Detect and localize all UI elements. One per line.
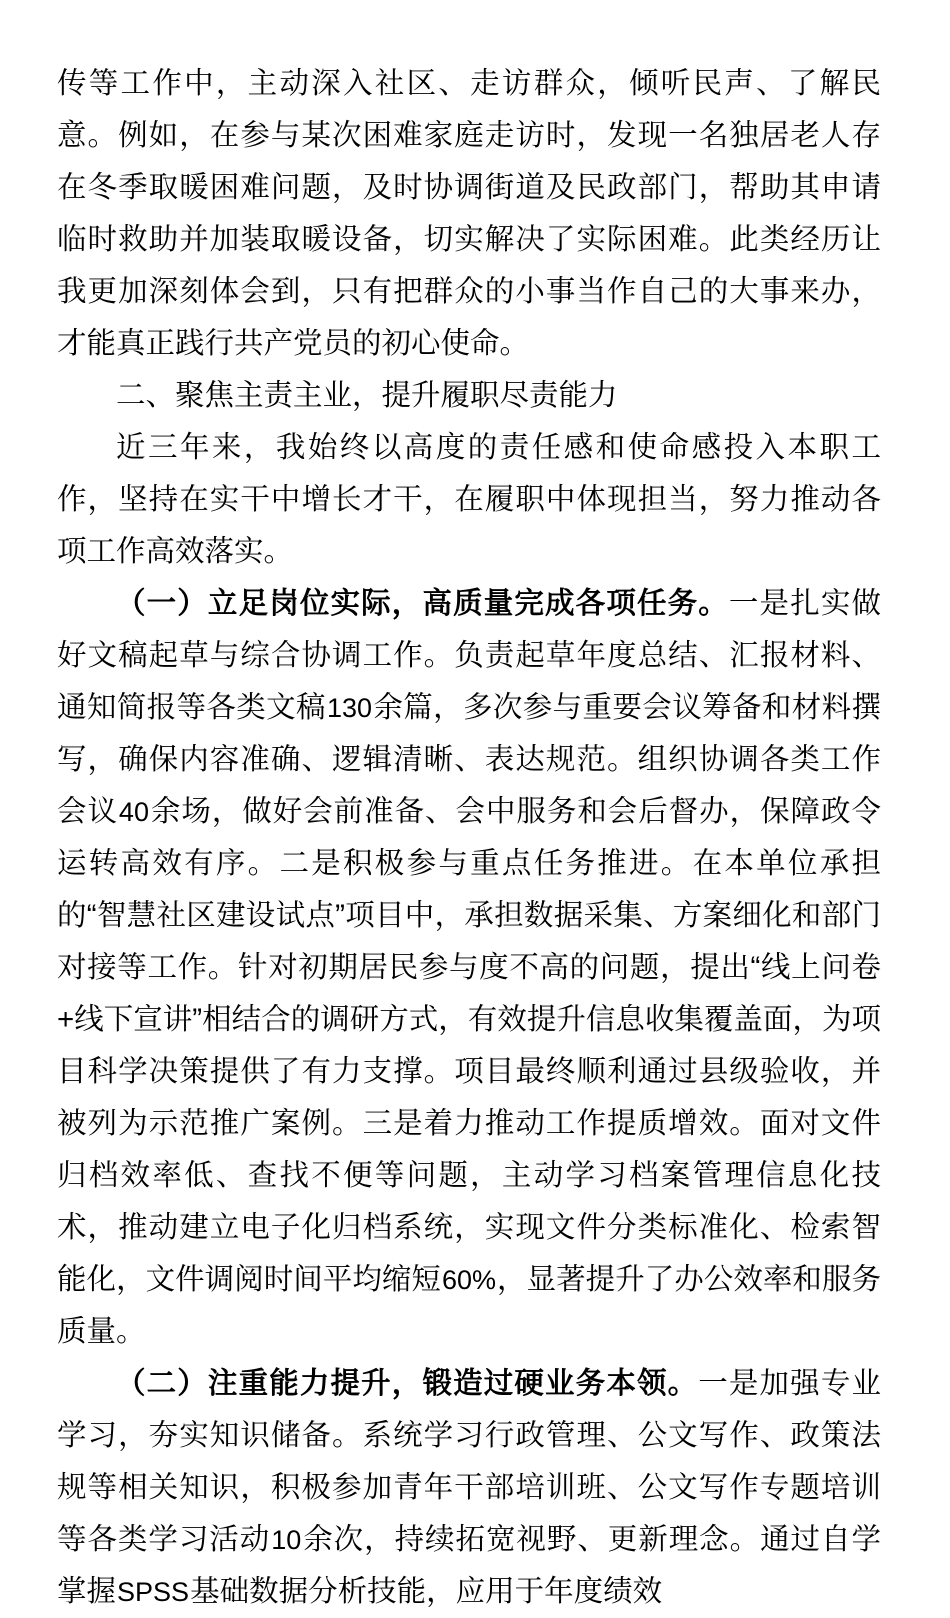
section-heading-two: 二、聚焦主责主业，提升履职尽责能力 bbox=[116, 379, 618, 412]
document-text-body bbox=[57, 58, 881, 1618]
count-documents: 130 bbox=[326, 693, 372, 723]
subsection-two-text-a: 一是加强专业学习，夯实知识储备。系统学习行政管理、公文写作、政策法规等相关知识，积极参加青年干部培训班、公文写作专题培训等各类学习活动 bbox=[57, 1367, 881, 1556]
count-meetings: 40 bbox=[118, 797, 149, 827]
subsection-one-text-b: 余篇，多次参与重要会议筹备和材料撰写，确保内容准确、逻辑清晰、表达规范。组织协调各类工作会议 bbox=[57, 691, 881, 828]
subsection-two-bold-lead: （二）注重能力提升，锻造过硬业务本领。 bbox=[116, 1367, 699, 1400]
paragraph-subsection-one bbox=[57, 578, 881, 1358]
count-trainings: 10 bbox=[271, 1525, 302, 1555]
subsection-two-text-b: 余次，持续拓宽视野、更新理念。通过自学掌握 bbox=[57, 1523, 881, 1608]
subsection-one-text-a: 一是扎实做好文稿起草与综合协调工作。负责起草年度总结、汇报材料、通知简报等各类文稿 bbox=[57, 587, 881, 724]
subsection-one-bold-lead: （一）立足岗位实际，高质量完成各项任务。 bbox=[116, 587, 729, 620]
software-name-spss: SPSS bbox=[117, 1577, 190, 1607]
subsection-one-text-d: ，显著提升了办公效率和服务质量。 bbox=[57, 1263, 881, 1348]
paragraph-continued: 传等工作中，主动深入社区、走访群众，倾听民声、了解民意。例如，在参与某次困难家庭走访时，发现一名独居老人存在冬季取暖困难问题，及时协调街道及民政部门，帮助其申请临时救助并加装取暖设备，切实解决了实际困难。此类经历让我更加深刻体会到，只有把群众的小事当作自己的大事来办，才能真正践行共产党员的初心使命。 bbox=[57, 67, 881, 360]
subsection-two-text-c: 基础数据分析技能，应用于年度绩效 bbox=[190, 1575, 663, 1608]
percent-time-reduction: 60% bbox=[441, 1265, 497, 1295]
paragraph-subsection-two bbox=[57, 1358, 881, 1618]
paragraph-section-intro: 近三年来，我始终以高度的责任感和使命感投入本职工作，坚持在实干中增长才干，在履职中体现担当，努力推动各项工作高效落实。 bbox=[57, 431, 881, 568]
subsection-one-text-c: 余场，做好会前准备、会中服务和会后督办，保障政令运转高效有序。二是积极参与重点任务推进。在本单位承担的“智慧社区建设试点”项目中，承担数据采集、方案细化和部门对接等工作。针对初期居民参与度不高的问题，提出“线上问卷+线下宣讲”相结合的调研方式，有效提升信息收集覆盖面，为项目科学决策提供了有力支撑。项目最终顺利通过县级验收，并被列为示范推广案例。三是着力推动工作提质增效。面对文件归档效率低、查找不便等问题，主动学习档案管理信息化技术，推动建立电子化归档系统，实现文件分类标准化、检索智能化，文件调阅时间平均缩短 bbox=[57, 795, 881, 1296]
